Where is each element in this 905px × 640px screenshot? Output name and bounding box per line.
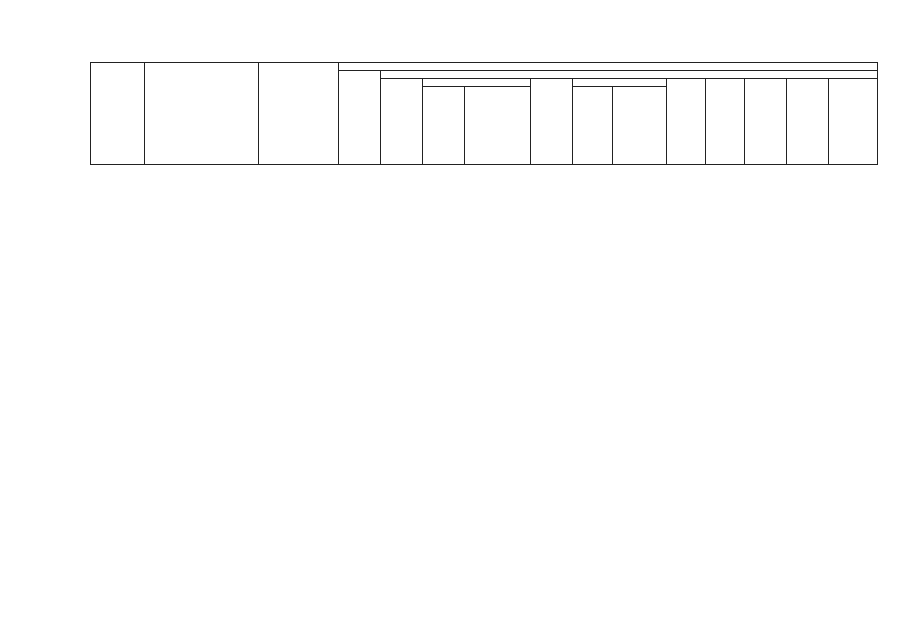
header-year-2017 bbox=[706, 79, 745, 165]
header-indicator bbox=[259, 63, 339, 165]
budget-table bbox=[90, 62, 878, 165]
header-incl-years bbox=[381, 71, 878, 79]
header-expenses bbox=[339, 63, 878, 71]
header-year-2019 bbox=[787, 79, 829, 165]
header-regional-2014 bbox=[465, 87, 531, 165]
header-year-2016 bbox=[667, 79, 706, 165]
header-year-2014 bbox=[423, 79, 531, 87]
header-program-name bbox=[145, 63, 259, 165]
header-total-2014 bbox=[381, 79, 423, 165]
header-year-2018 bbox=[745, 79, 787, 165]
header-year-2015 bbox=[573, 79, 667, 87]
header-total bbox=[339, 71, 381, 165]
table-header bbox=[91, 63, 878, 165]
header-year-2020 bbox=[829, 79, 878, 165]
header-federal-2015 bbox=[573, 87, 613, 165]
header-regional-2015 bbox=[613, 87, 667, 165]
header-federal-2014 bbox=[423, 87, 465, 165]
header-status bbox=[91, 63, 145, 165]
header-total-2015 bbox=[531, 79, 573, 165]
